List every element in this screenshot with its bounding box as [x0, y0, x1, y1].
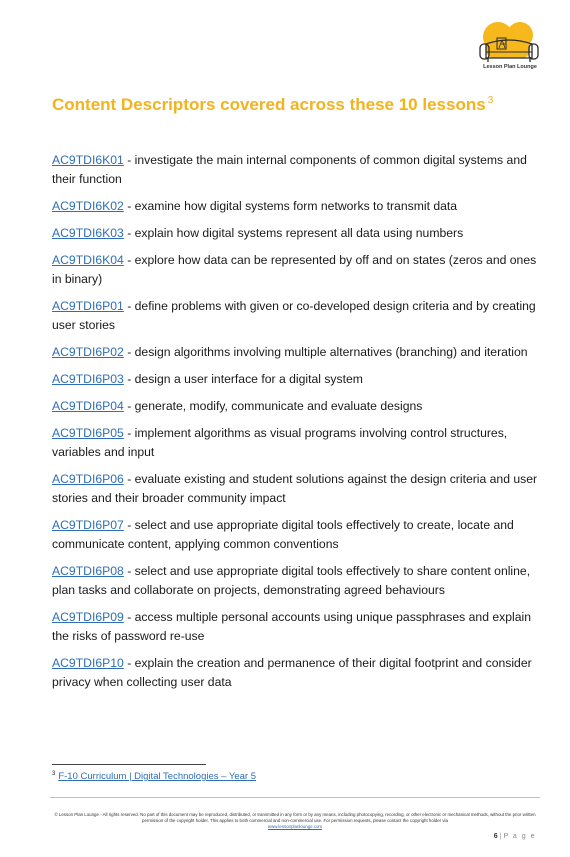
descriptor-text: - explain the creation and permanence of their digital footprint and consider privacy when collecting user data: [52, 656, 532, 689]
descriptor-item: [52, 654, 542, 692]
logo-caption: Lesson Plan Lounge: [483, 64, 537, 70]
descriptor-text: - explore how data can be represented by off and on states (zeros and ones in binary): [52, 253, 537, 286]
descriptor-text: - examine how digital systems form networks to transmit data: [123, 199, 458, 213]
descriptor-code-link[interactable]: AC9TDI6P09: [52, 610, 124, 624]
descriptor-code-link[interactable]: AC9TDI6P01: [52, 299, 124, 313]
descriptor-item: [52, 251, 542, 289]
descriptor-item: [52, 297, 542, 335]
descriptor-text: - generate, modify, communicate and evaluate designs: [123, 399, 423, 413]
descriptor-code-link[interactable]: AC9TDI6P03: [52, 372, 124, 386]
descriptor-item: [52, 370, 542, 389]
descriptor-text: - design a user interface for a digital system: [123, 372, 363, 386]
descriptor-text: - define problems with given or co-developed design criteria and by creating user stories: [52, 299, 536, 332]
descriptor-item: [52, 608, 542, 646]
heading-footnote-ref[interactable]: 3: [487, 95, 494, 106]
descriptor-text: - explain how digital systems represent all data using numbers: [123, 226, 464, 240]
descriptor-item: [52, 343, 542, 362]
descriptor-code-link[interactable]: AC9TDI6P10: [52, 656, 124, 670]
descriptor-code-link[interactable]: AC9TDI6K02: [52, 199, 124, 213]
descriptor-code-link[interactable]: AC9TDI6P06: [52, 472, 124, 486]
website-link[interactable]: www.lessonplanlounge.com: [267, 824, 323, 829]
descriptor-code-link[interactable]: AC9TDI6P05: [52, 426, 124, 440]
descriptor-item: [52, 151, 542, 189]
descriptor-item: [52, 224, 542, 243]
descriptor-code-link[interactable]: AC9TDI6P07: [52, 518, 124, 532]
descriptor-item: [52, 562, 542, 600]
footnote-divider: [52, 764, 206, 765]
footnote-number: 3: [52, 771, 56, 777]
page-label: P a g e: [503, 833, 536, 840]
content-descriptor-list: [52, 151, 542, 700]
footer-divider: [50, 797, 540, 798]
descriptor-item: [52, 516, 542, 554]
copyright-notice: [50, 812, 540, 830]
descriptor-code-link[interactable]: AC9TDI6K03: [52, 226, 124, 240]
descriptor-text: - investigate the main internal components of common digital systems and their function: [52, 153, 527, 186]
descriptor-code-link[interactable]: AC9TDI6P02: [52, 345, 124, 359]
descriptor-code-link[interactable]: AC9TDI6K04: [52, 253, 124, 267]
heading-text: Content Descriptors covered across these 10 lessons: [52, 95, 486, 114]
copyright-text: © Lesson Plan Lounge - All rights reserved. No part of this document may be reproduced, distributed, or transmitted in any form or by any means, including photocopying, recording, or other electronic or mechanical methods, without the prior written permission of the copyright holder. This applies to both commercial and non-commercial use. For permission requests, please contact the copyright holder via: [54, 812, 536, 823]
descriptor-item: [52, 197, 542, 216]
footnote: [52, 771, 256, 782]
descriptor-text: - implement algorithms as visual programs involving control structures, variables and input: [52, 426, 508, 459]
descriptor-code-link[interactable]: AC9TDI6P04: [52, 399, 124, 413]
descriptor-text: - select and use appropriate digital tools effectively to create, locate and communicate content, applying common conventions: [52, 518, 514, 551]
descriptor-code-link[interactable]: AC9TDI6K01: [52, 153, 124, 167]
page-number: [494, 833, 536, 840]
page-number-value: 6: [493, 833, 498, 840]
descriptor-code-link[interactable]: AC9TDI6P08: [52, 564, 124, 578]
descriptor-item: [52, 470, 542, 508]
footnote-link[interactable]: F-10 Curriculum | Digital Technologies – Year 5: [58, 771, 257, 782]
descriptor-item: [52, 397, 542, 416]
descriptor-text: - design algorithms involving multiple alternatives (branching) and iteration: [123, 345, 528, 359]
descriptor-item: [52, 424, 542, 462]
descriptor-text: - select and use appropriate digital tools effectively to share content online, plan tasks and collaborate on projects, demonstrating agreed behaviours: [52, 564, 531, 597]
section-heading: [52, 95, 493, 115]
descriptor-text: - evaluate existing and student solutions against the design criteria and user stories and their broader community impact: [52, 472, 538, 505]
page-separator: |: [499, 833, 502, 840]
descriptor-text: - access multiple personal accounts using unique passphrases and explain the risks of password re-use: [52, 610, 531, 643]
